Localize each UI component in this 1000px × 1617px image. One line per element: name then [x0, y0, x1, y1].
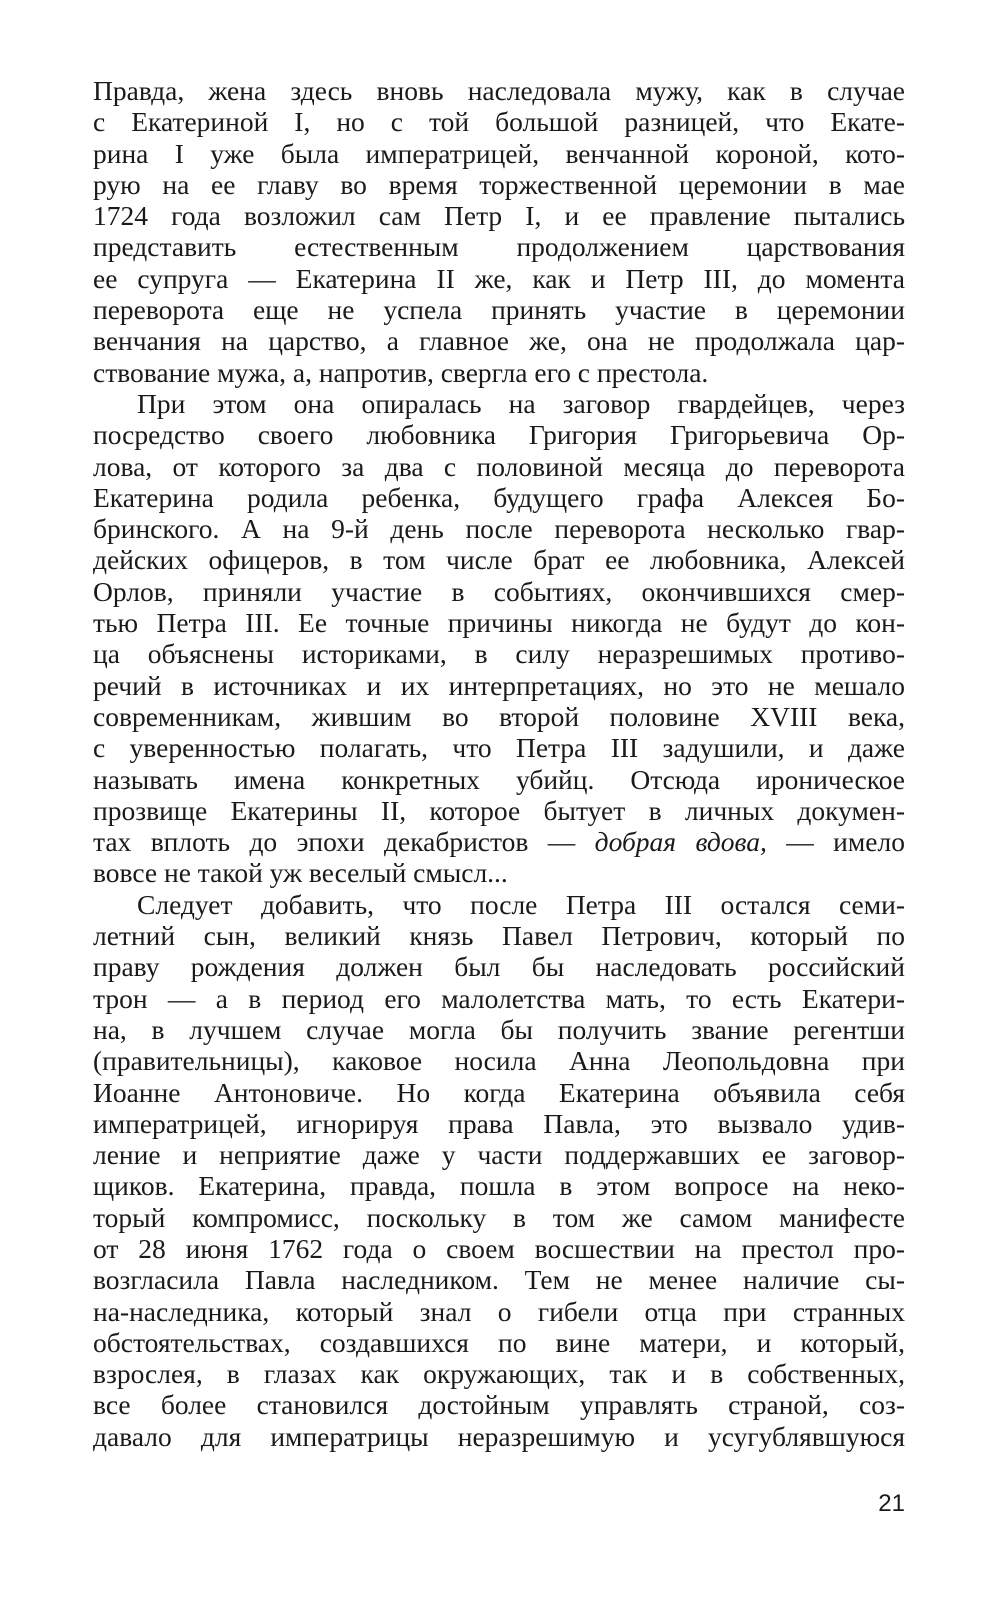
text-line: посредство своего любовника Григория Григорьевича Ор-	[93, 419, 905, 451]
text-line: При этом она опиралась на заговор гвардейцев, через	[137, 387, 905, 419]
text-line: бринского. А на 9-й день после переворота несколько гвар-	[93, 513, 905, 545]
text-line: взрослея, в глазах как окружающих, так и в собственных,	[93, 1358, 905, 1390]
text-line: ление и неприятие даже у части поддержавших ее заговор-	[93, 1139, 905, 1171]
text-line: обстоятельствах, создавшихся по вине матери, и который,	[93, 1326, 905, 1358]
text-line: Орлов, приняли участие в событиях, окончившихся смер-	[93, 575, 905, 607]
text-line: речий в источниках и их интерпретациях, но это не мешало	[93, 669, 905, 701]
text-line: представить естественным продолжением царствования	[93, 231, 905, 263]
text-line: лова, от которого за два с половиной месяца до переворота	[93, 450, 905, 482]
text-line: на, в лучшем случае могла бы получить звание регентши	[93, 1013, 905, 1045]
text-line: на-наследника, который знал о гибели отца при странных	[93, 1295, 905, 1327]
text-line: Иоанне Антоновиче. Но когда Екатерина объявила себя	[93, 1076, 905, 1108]
text-line: от 28 июня 1762 года о своем восшествии на престол про-	[93, 1232, 905, 1264]
text-line: Екатерина родила ребенка, будущего графа Алексея Бо-	[93, 481, 905, 513]
text-line: дейских офицеров, в том числе брат ее любовника, Алексей	[93, 544, 905, 576]
text-line: праву рождения должен был бы наследовать российский	[93, 951, 905, 983]
italic-phrase: добрая вдова,	[594, 826, 767, 858]
text-line: ее супруга — Екатерина II же, как и Петр III, до момента	[93, 262, 905, 294]
text-line: тью Петра III. Ее точные причины никогда не будут до кон-	[93, 607, 905, 639]
paragraph	[93, 75, 905, 388]
text-line: переворота еще не успела принять участие в церемонии	[93, 294, 905, 326]
text-line: давало для императрицы неразрешимую и усугублявшуюся	[93, 1420, 905, 1452]
text-segment: тах вплоть до эпохи декабристов —	[93, 826, 595, 858]
text-line: императрицей, игнорируя права Павла, это вызвало удив-	[93, 1107, 905, 1139]
text-line: прозвище Екатерины II, которое бытует в личных докумен-	[93, 794, 905, 826]
text-line: рина I уже была императрицей, венчанной короной, кото-	[93, 137, 905, 169]
text-line: все более становился достойным управлять страной, соз-	[93, 1389, 905, 1421]
text-line: ствование мужа, а, напротив, свергла его с престола.	[93, 356, 709, 388]
text-line: Правда, жена здесь вновь наследовала мужу, как в случае	[93, 75, 905, 106]
text-line: вовсе не такой уж веселый смысл...	[93, 857, 508, 889]
text-line: торый компромисс, поскольку в том же самом манифесте	[93, 1201, 905, 1233]
text-line: возгласила Павла наследником. Тем не менее наличие сы-	[93, 1264, 905, 1296]
text-line: современникам, жившим во второй половине XVIII века,	[93, 700, 905, 732]
page-number: 21	[878, 1490, 905, 1517]
text-line-with-italic	[93, 826, 905, 857]
text-line: летний сын, великий князь Павел Петрович, который по	[93, 920, 905, 952]
paragraph	[93, 889, 905, 1452]
text-line: Следует добавить, что после Петра III остался семи-	[137, 888, 905, 920]
text-segment: — имело	[766, 826, 905, 858]
text-line: (правительницы), каковое носила Анна Леопольдовна при	[93, 1045, 905, 1077]
paragraph	[93, 388, 905, 889]
text-line: с Екатериной I, но с той большой разницей, что Екате-	[93, 106, 905, 138]
text-line: щиков. Екатерина, правда, пошла в этом вопросе на неко-	[93, 1170, 905, 1202]
text-line: называть имена конкретных убийц. Отсюда ироническое	[93, 763, 905, 795]
text-line: трон — а в период его малолетства мать, то есть Екатери-	[93, 982, 905, 1014]
text-line: венчания на царство, а главное же, она не продолжала цар-	[93, 325, 905, 357]
text-line: рую на ее главу во время торжественной церемонии в мае	[93, 168, 905, 200]
page-body	[93, 75, 905, 1452]
text-line: 1724 года возложил сам Петр I, и ее правление пытались	[93, 200, 905, 232]
text-line: ца объяснены историками, в силу неразрешимых противо-	[93, 638, 905, 670]
text-line: с уверенностью полагать, что Петра III задушили, и даже	[93, 732, 905, 764]
